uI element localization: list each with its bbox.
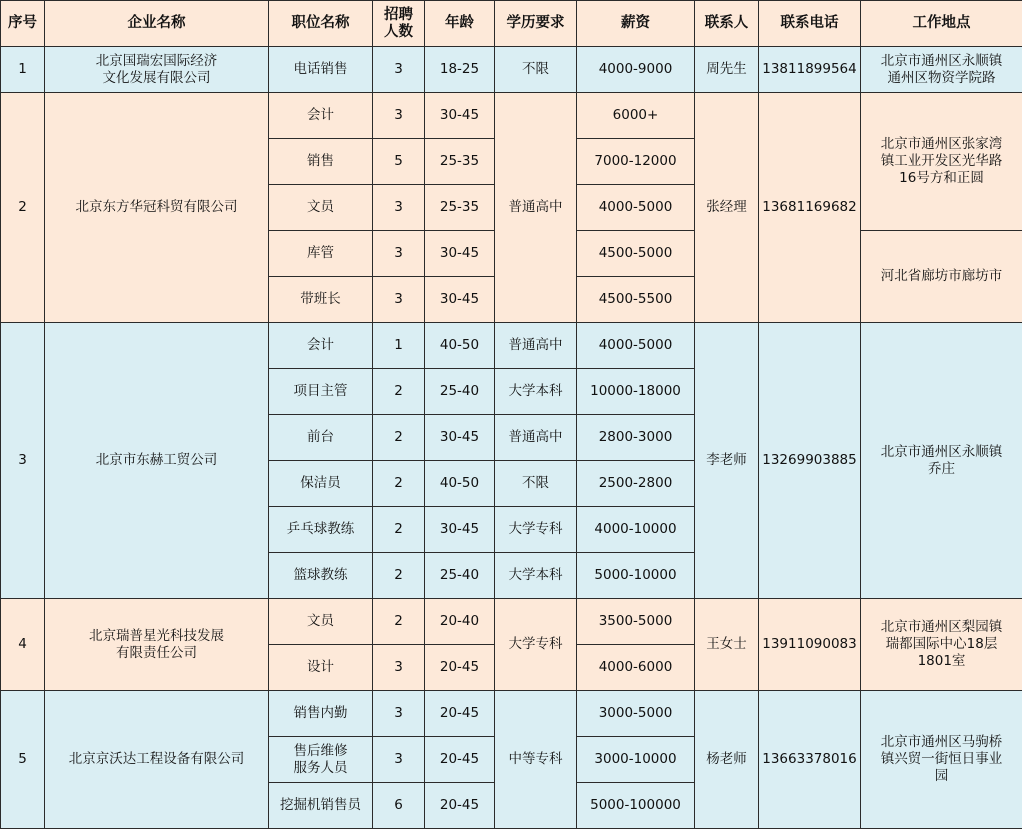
table-row — [1, 93, 1022, 139]
phone-cell: 13911090083 — [759, 599, 861, 691]
salary-cell: 5000-10000 — [577, 553, 695, 599]
education-cell: 不限 — [495, 461, 577, 507]
age-cell: 25-35 — [425, 139, 495, 185]
table-row — [1, 323, 1022, 369]
header-location: 工作地点 — [861, 1, 1022, 47]
age-cell: 20-45 — [425, 645, 495, 691]
age-cell: 30-45 — [425, 507, 495, 553]
header-row — [1, 1, 1022, 47]
position-cell: 带班长 — [269, 277, 373, 323]
count-cell: 2 — [373, 369, 425, 415]
count-cell: 2 — [373, 415, 425, 461]
age-cell: 25-35 — [425, 185, 495, 231]
position-cell: 文员 — [269, 599, 373, 645]
location-cell: 北京市通州区永顺镇 乔庄 — [861, 323, 1022, 599]
age-cell: 25-40 — [425, 369, 495, 415]
education-cell: 普通高中 — [495, 323, 577, 369]
salary-cell: 2500-2800 — [577, 461, 695, 507]
salary-cell: 4000-10000 — [577, 507, 695, 553]
seq-cell: 5 — [1, 691, 45, 829]
salary-cell: 4000-5000 — [577, 323, 695, 369]
company-name-cell: 北京瑞普星光科技发展 有限责任公司 — [45, 599, 269, 691]
position-cell: 销售 — [269, 139, 373, 185]
position-cell: 电话销售 — [269, 47, 373, 93]
age-cell: 20-45 — [425, 691, 495, 737]
salary-cell: 4500-5000 — [577, 231, 695, 277]
age-cell: 30-45 — [425, 93, 495, 139]
location-cell: 河北省廊坊市廊坊市 — [861, 231, 1022, 323]
position-cell: 会计 — [269, 93, 373, 139]
seq-cell: 2 — [1, 93, 45, 323]
company-name-cell: 北京京沃达工程设备有限公司 — [45, 691, 269, 829]
count-cell: 3 — [373, 93, 425, 139]
location-cell: 北京市通州区马驹桥 镇兴贸一街恒日事业 园 — [861, 691, 1022, 829]
salary-cell: 10000-18000 — [577, 369, 695, 415]
education-cell: 中等专科 — [495, 691, 577, 829]
education-cell: 大学本科 — [495, 553, 577, 599]
age-cell: 40-50 — [425, 323, 495, 369]
header-salary: 薪资 — [577, 1, 695, 47]
salary-cell: 2800-3000 — [577, 415, 695, 461]
table-row — [1, 47, 1022, 93]
salary-cell: 3000-5000 — [577, 691, 695, 737]
company-name-cell: 北京市东赫工贸公司 — [45, 323, 269, 599]
age-cell: 30-45 — [425, 231, 495, 277]
count-cell: 3 — [373, 691, 425, 737]
company-name-cell: 北京国瑞宏国际经济 文化发展有限公司 — [45, 47, 269, 93]
position-cell: 文员 — [269, 185, 373, 231]
count-cell: 3 — [373, 737, 425, 783]
position-cell: 项目主管 — [269, 369, 373, 415]
location-cell: 北京市通州区永顺镇 通州区物资学院路 — [861, 47, 1022, 93]
age-cell: 30-45 — [425, 415, 495, 461]
education-cell: 普通高中 — [495, 93, 577, 323]
education-cell: 大学专科 — [495, 599, 577, 691]
count-cell: 3 — [373, 645, 425, 691]
salary-cell: 6000+ — [577, 93, 695, 139]
seq-cell: 4 — [1, 599, 45, 691]
header-phone: 联系电话 — [759, 1, 861, 47]
count-cell: 2 — [373, 553, 425, 599]
phone-cell: 13811899564 — [759, 47, 861, 93]
header-contact: 联系人 — [695, 1, 759, 47]
header-company: 企业名称 — [45, 1, 269, 47]
table-row — [1, 691, 1022, 737]
position-cell: 保洁员 — [269, 461, 373, 507]
company-name-cell: 北京东方华冠科贸有限公司 — [45, 93, 269, 323]
header-count: 招聘 人数 — [373, 1, 425, 47]
salary-cell: 4000-9000 — [577, 47, 695, 93]
contact-cell: 李老师 — [695, 323, 759, 599]
position-cell: 挖掘机销售员 — [269, 783, 373, 829]
phone-cell: 13681169682 — [759, 93, 861, 323]
header-position: 职位名称 — [269, 1, 373, 47]
position-cell: 前台 — [269, 415, 373, 461]
age-cell: 20-45 — [425, 783, 495, 829]
position-cell: 会计 — [269, 323, 373, 369]
salary-cell: 3500-5000 — [577, 599, 695, 645]
age-cell: 30-45 — [425, 277, 495, 323]
salary-cell: 5000-100000 — [577, 783, 695, 829]
position-cell: 篮球教练 — [269, 553, 373, 599]
age-cell: 40-50 — [425, 461, 495, 507]
position-cell: 乒乓球教练 — [269, 507, 373, 553]
age-cell: 20-45 — [425, 737, 495, 783]
salary-cell: 3000-10000 — [577, 737, 695, 783]
count-cell: 5 — [373, 139, 425, 185]
count-cell: 2 — [373, 461, 425, 507]
seq-cell: 1 — [1, 47, 45, 93]
salary-cell: 4000-6000 — [577, 645, 695, 691]
header-education: 学历要求 — [495, 1, 577, 47]
count-cell: 3 — [373, 47, 425, 93]
header-age: 年龄 — [425, 1, 495, 47]
contact-cell: 王女士 — [695, 599, 759, 691]
education-cell: 大学专科 — [495, 507, 577, 553]
age-cell: 25-40 — [425, 553, 495, 599]
position-cell: 销售内勤 — [269, 691, 373, 737]
education-cell: 大学本科 — [495, 369, 577, 415]
contact-cell: 杨老师 — [695, 691, 759, 829]
age-cell: 18-25 — [425, 47, 495, 93]
contact-cell: 张经理 — [695, 93, 759, 323]
phone-cell: 13663378016 — [759, 691, 861, 829]
location-cell: 北京市通州区梨园镇 瑞都国际中心18层 1801室 — [861, 599, 1022, 691]
position-cell: 售后维修 服务人员 — [269, 737, 373, 783]
salary-cell: 7000-12000 — [577, 139, 695, 185]
count-cell: 3 — [373, 185, 425, 231]
count-cell: 3 — [373, 231, 425, 277]
position-cell: 库管 — [269, 231, 373, 277]
education-cell: 不限 — [495, 47, 577, 93]
table-row — [1, 599, 1022, 645]
header-seq: 序号 — [1, 1, 45, 47]
count-cell: 1 — [373, 323, 425, 369]
seq-cell: 3 — [1, 323, 45, 599]
salary-cell: 4000-5000 — [577, 185, 695, 231]
contact-cell: 周先生 — [695, 47, 759, 93]
education-cell: 普通高中 — [495, 415, 577, 461]
count-cell: 3 — [373, 277, 425, 323]
age-cell: 20-40 — [425, 599, 495, 645]
count-cell: 6 — [373, 783, 425, 829]
salary-cell: 4500-5500 — [577, 277, 695, 323]
position-cell: 设计 — [269, 645, 373, 691]
location-cell: 北京市通州区张家湾 镇工业开发区光华路 16号方和正圆 — [861, 93, 1022, 231]
count-cell: 2 — [373, 599, 425, 645]
count-cell: 2 — [373, 507, 425, 553]
phone-cell: 13269903885 — [759, 323, 861, 599]
